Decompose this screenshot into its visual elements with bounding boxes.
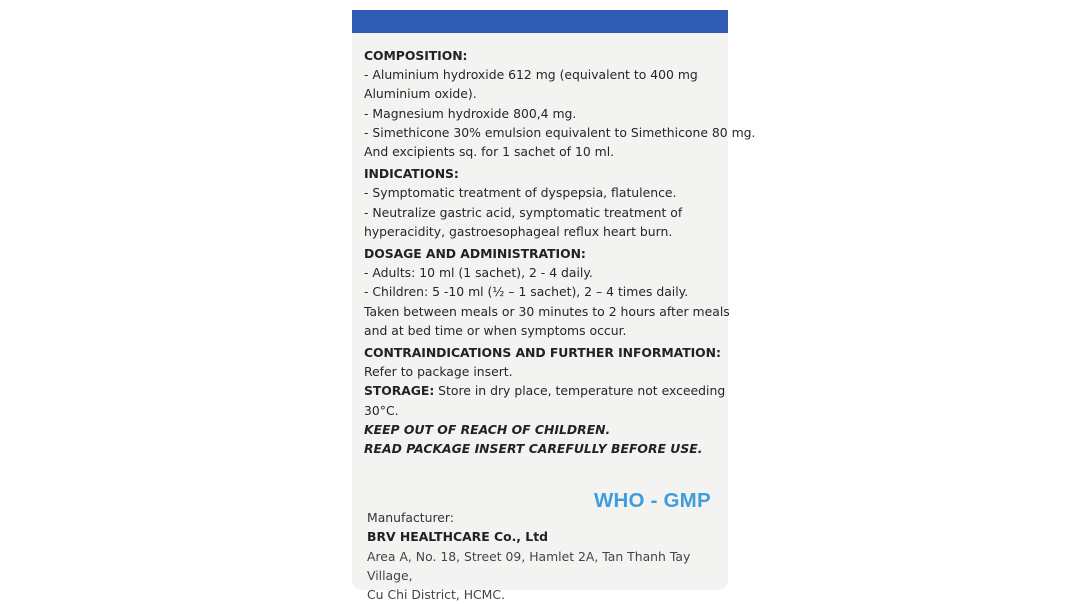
manufacturer-block — [367, 508, 723, 604]
indications-line: hyperacidity, gastroesophageal reflux heart burn. — [364, 223, 673, 239]
composition-line: - Magnesium hydroxide 800,4 mg. — [364, 105, 577, 121]
dosage-line: Taken between meals or 30 minutes to 2 hours after meals — [364, 303, 730, 319]
indications-line: - Symptomatic treatment of dyspepsia, flatulence. — [364, 185, 677, 201]
who-gmp-mark: WHO - GMP — [594, 489, 711, 512]
dosage-line: and at bed time or when symptoms occur. — [364, 322, 627, 338]
label-content — [364, 46, 756, 458]
composition-line: And excipients sq. for 1 sachet of 10 ml. — [364, 144, 615, 160]
composition-line: - Aluminium hydroxide 612 mg (equivalent to 400 mg — [364, 67, 698, 83]
manufacturer-label: Manufacturer: — [367, 510, 454, 525]
blue-top-band — [352, 10, 728, 33]
package-label — [352, 10, 756, 603]
warning-read-insert: READ PACKAGE INSERT CAREFULLY BEFORE USE. — [364, 441, 703, 457]
composition-line: Aluminium oxide). — [364, 86, 477, 102]
storage-temperature: 30°C. — [364, 402, 399, 418]
indications-line: - Neutralize gastric acid, symptomatic treatment of — [364, 204, 683, 220]
indications-heading: INDICATIONS: — [364, 166, 459, 182]
storage-line — [364, 381, 726, 400]
composition-heading: COMPOSITION: — [364, 48, 468, 63]
dosage-line: - Children: 5 -10 ml (½ – 1 sachet), 2 – 4 times daily. — [364, 284, 689, 300]
contraindications-heading: CONTRAINDICATIONS AND FURTHER INFORMATION: — [364, 345, 721, 361]
dosage-heading: DOSAGE AND ADMINISTRATION: — [364, 246, 586, 262]
manufacturer-address-line: Cu Chi District, HCMC. — [367, 587, 505, 603]
contraindications-text: Refer to package insert. — [364, 364, 513, 380]
composition-line: - Simethicone 30% emulsion equivalent to Simethicone 80 mg. — [364, 124, 756, 140]
storage-label: STORAGE: — [364, 383, 435, 399]
dosage-line: - Adults: 10 ml (1 sachet), 2 - 4 daily. — [364, 265, 593, 281]
manufacturer-address-line: Area A, No. 18, Street 09, Hamlet 2A, Tan Thanh Tay Village, — [367, 548, 691, 583]
manufacturer-name: BRV HEALTHCARE Co., Ltd — [367, 529, 548, 545]
storage-text: Store in dry place, temperature not exceeding — [434, 383, 726, 399]
warning-keep-out-of-reach: KEEP OUT OF REACH OF CHILDREN. — [364, 421, 611, 437]
